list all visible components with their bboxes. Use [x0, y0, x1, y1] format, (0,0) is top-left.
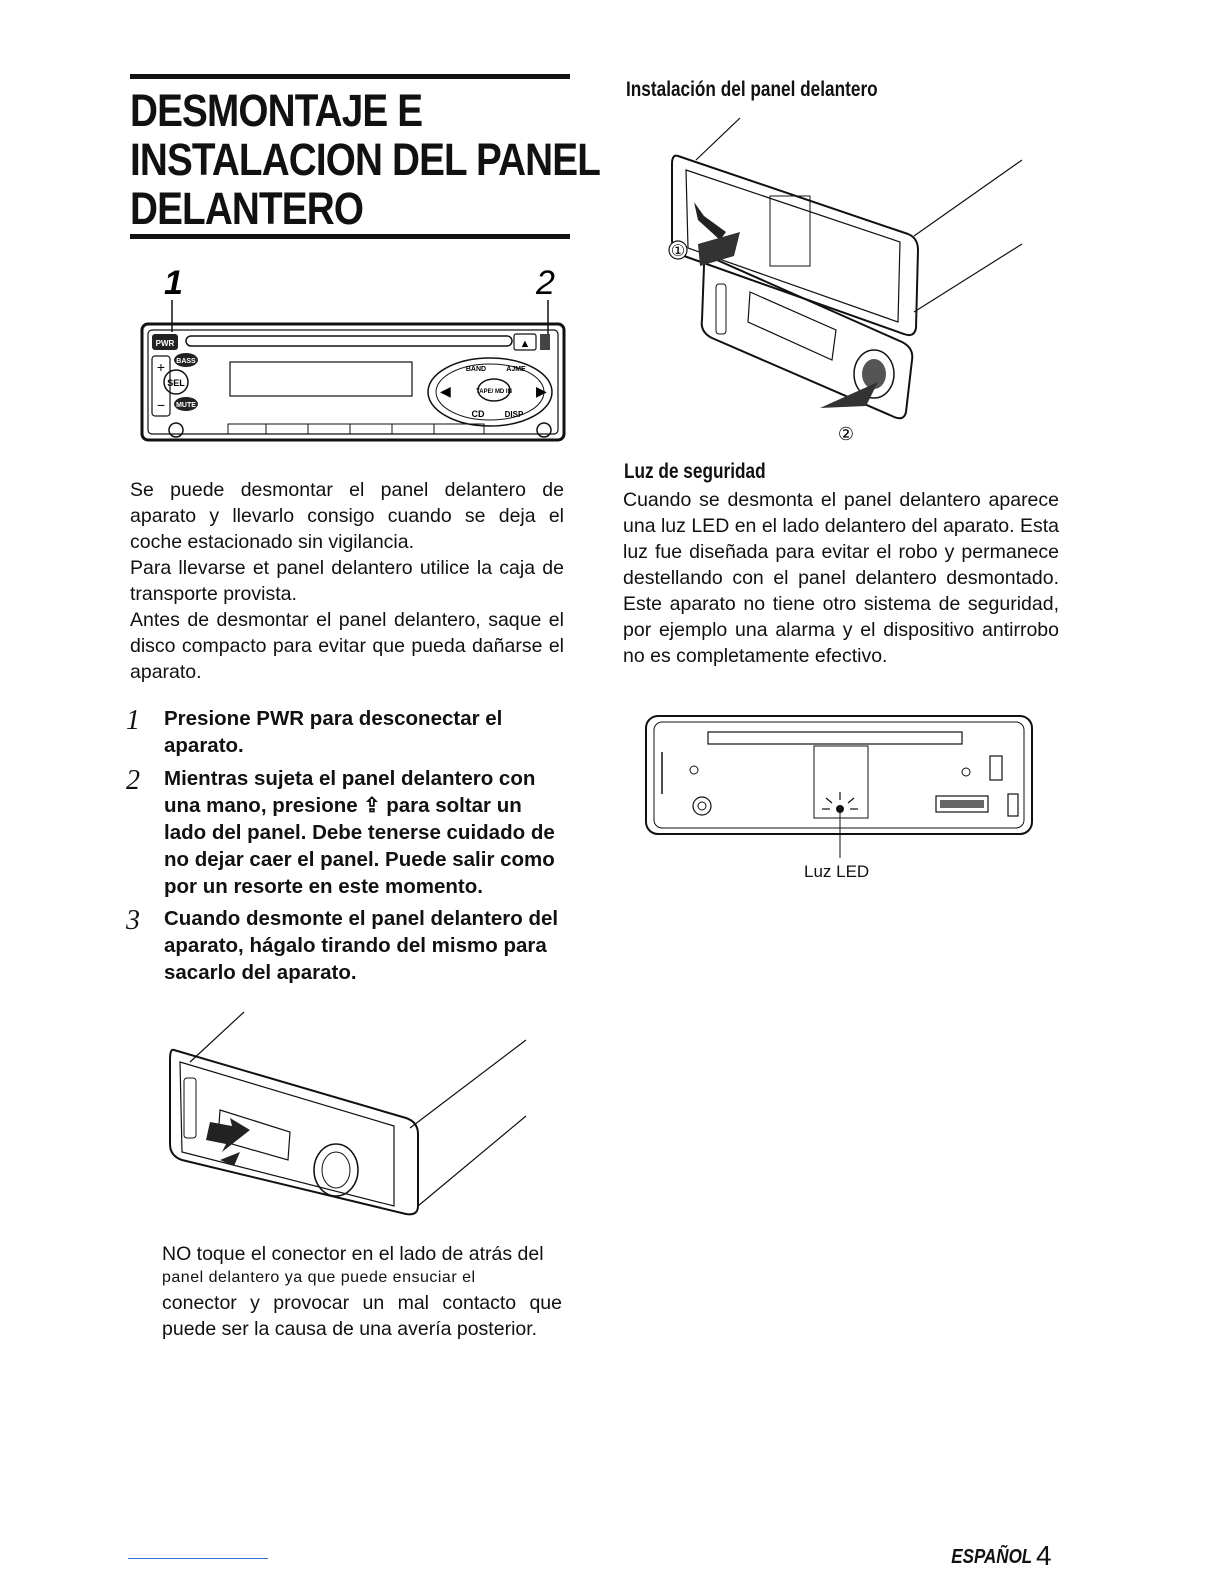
footer-language: ESPAÑOL — [951, 1546, 1032, 1568]
install-callout-2: ② — [837, 424, 855, 444]
title-line-1: DESMONTAJE E — [130, 85, 423, 136]
svg-text:BASS: BASS — [176, 358, 196, 365]
callout-2: 2 — [536, 264, 555, 302]
front-panel-figure — [138, 262, 570, 446]
title-line-3: DELANTERO — [130, 183, 364, 234]
install-callout-1: ① — [670, 243, 686, 260]
svg-text:SEL: SEL — [167, 378, 185, 388]
band-button[interactable]: BAND — [465, 366, 487, 373]
led-label: Luz LED — [804, 862, 870, 881]
connector-note — [162, 1242, 562, 1342]
display-window — [230, 362, 412, 396]
note-line-3: conector y provocar un mal contacto que puede ser la causa de una avería posterior. — [162, 1292, 562, 1340]
svg-text:TAPE/ MD IN: TAPE/ MD IN — [476, 389, 512, 395]
svg-text:+: + — [156, 359, 166, 375]
svg-text:PWR: PWR — [155, 339, 175, 348]
intro-paragraph: Para llevarse et panel delantero utilice la caja de transporte provista. — [130, 557, 564, 605]
release-button[interactable] — [540, 334, 550, 350]
page-title — [130, 85, 601, 234]
ajme-button[interactable]: AJME — [506, 366, 526, 373]
panel-removal-figure — [160, 1010, 540, 1230]
step-text: Cuando desmonte el panel delantero del aparato, hágalo tirando del mismo para sacarlo del aparato. — [164, 907, 559, 984]
intro-text — [130, 477, 564, 685]
svg-text:◀: ◀ — [440, 383, 451, 399]
note-line-2: panel delantero ya que puede ensuciar el — [162, 1269, 476, 1286]
title-bottom-rule — [130, 234, 570, 239]
svg-text:▶: ▶ — [536, 383, 547, 399]
intro-paragraph: Antes de desmontar el panel delantero, saque el disco compacto para evitar que pueda dañarse el aparato. — [130, 609, 564, 683]
step-number: 2 — [126, 765, 140, 796]
page-number: 4 — [1036, 1540, 1052, 1571]
bottom-edge-rule — [128, 1558, 268, 1559]
svg-text:▲: ▲ — [519, 338, 531, 350]
led-indicator — [836, 805, 844, 813]
install-heading: Instalación del panel delantero — [626, 78, 878, 101]
note-line-1: NO toque el conector en el lado de atrás del — [162, 1243, 544, 1265]
title-top-rule — [130, 74, 570, 79]
step-number: 1 — [126, 705, 140, 736]
step-number: 3 — [126, 905, 140, 936]
security-text: Cuando se desmonta el panel delantero aparece una luz LED en el lado delantero del aparato. Esta luz fue diseñada para evitar el robo y permanece destellando con el panel delantero desmontado. Este aparato no tiene otro sistema de seguridad, por ejemplo una alarma y el dispositivo antirrobo no es completamente efectivo. — [623, 489, 1059, 667]
led-unit-figure — [642, 712, 1038, 858]
title-line-2: INSTALACION DEL PANEL — [130, 134, 601, 185]
callout-1: 1 — [164, 264, 183, 302]
disp-button[interactable]: DISP — [504, 410, 524, 419]
step-text: Presione PWR para desconectar el aparato. — [164, 707, 503, 757]
svg-text:−: − — [156, 397, 166, 413]
step-text: Mientras sujeta el panel delantero con una mano, presione ⇪ para soltar un lado del panel. Debe tenerse cuidado de no dejar caer el panel. Puede salir como por un resorte en este momento. — [164, 767, 555, 898]
cd-button[interactable]: CD — [471, 409, 485, 419]
intro-paragraph: Se puede desmontar el panel delantero de aparato y llevarlo consigo cuando se deja el coche estacionado sin vigilancia. — [130, 479, 564, 553]
security-heading: Luz de seguridad — [624, 460, 766, 483]
svg-text:MUTE: MUTE — [176, 402, 196, 409]
panel-install-figure — [660, 116, 1032, 456]
